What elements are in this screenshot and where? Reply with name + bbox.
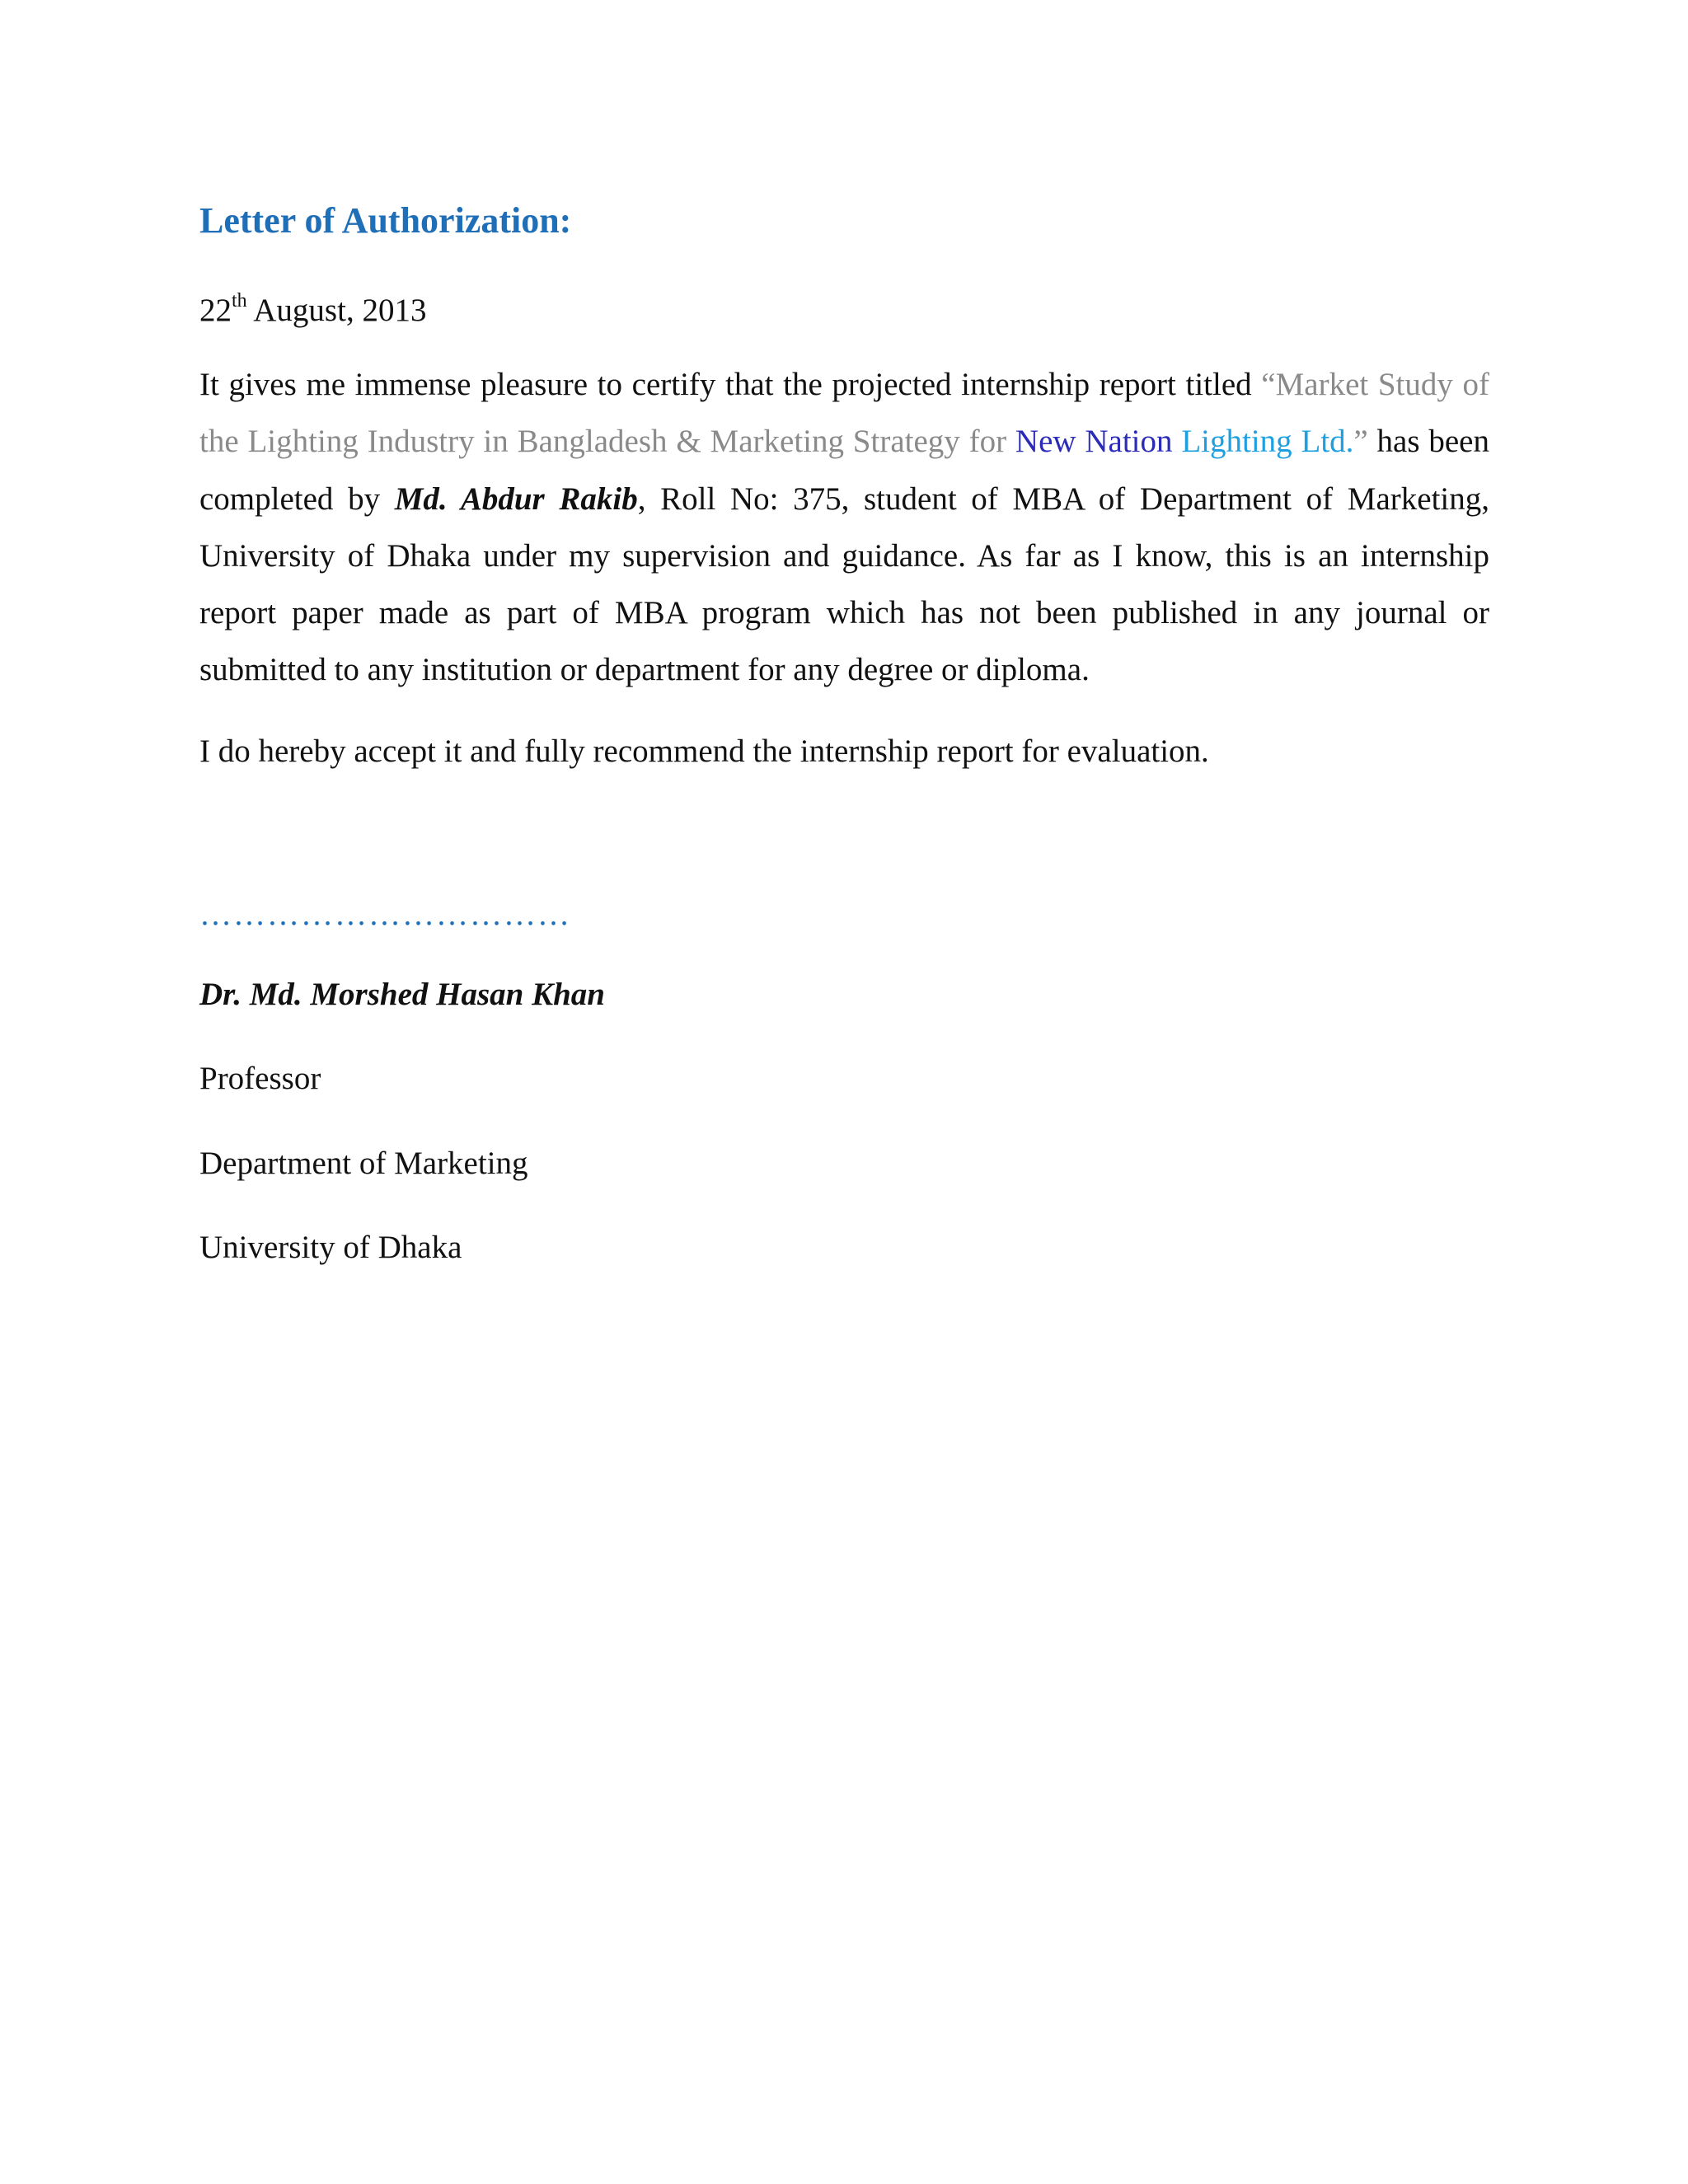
date-suffix: th bbox=[232, 290, 247, 312]
letter-date bbox=[199, 284, 426, 341]
paragraph-after-title: has been completed by bbox=[199, 424, 1489, 517]
signer-university: University of Dhaka bbox=[199, 1230, 462, 1265]
paragraph-intro: It gives me immense pleasure to certify that the projected internship report titled bbox=[199, 367, 1262, 402]
signer-name: Dr. Md. Morshed Hasan Khan bbox=[199, 977, 605, 1012]
paragraph-rest: , Roll No: 375, student of MBA of Department of Marketing, University of Dhaka under my supervision and guidance. As far as I know, this is an internship report paper made as part of MBA program which has not been published in any journal or submitted to any institution or department for any degree or diploma. bbox=[199, 480, 1489, 688]
signature-line: …………………………… bbox=[199, 897, 571, 932]
date-month-year: August, 2013 bbox=[246, 293, 427, 328]
report-title-part-2: New Nation bbox=[1015, 424, 1173, 460]
signer-department: Department of Marketing bbox=[199, 1146, 528, 1181]
report-title-part-3: Lighting Ltd. bbox=[1181, 424, 1354, 460]
student-name: Md. Abdur Rakib bbox=[394, 480, 638, 517]
report-title-close-quote: ” bbox=[1353, 424, 1368, 460]
letter-heading: Letter of Authorization: bbox=[199, 200, 572, 241]
signer-title: Professor bbox=[199, 1061, 321, 1096]
report-title-space bbox=[1173, 424, 1182, 459]
certification-paragraph bbox=[199, 356, 1489, 699]
acceptance-statement: I do hereby accept it and fully recommend the internship report for evaluation. bbox=[199, 733, 1209, 769]
date-day: 22 bbox=[199, 293, 232, 328]
report-title-part-1: “Market Study of the Lighting Industry in Bangladesh & Marketing Strategy for bbox=[199, 367, 1490, 460]
